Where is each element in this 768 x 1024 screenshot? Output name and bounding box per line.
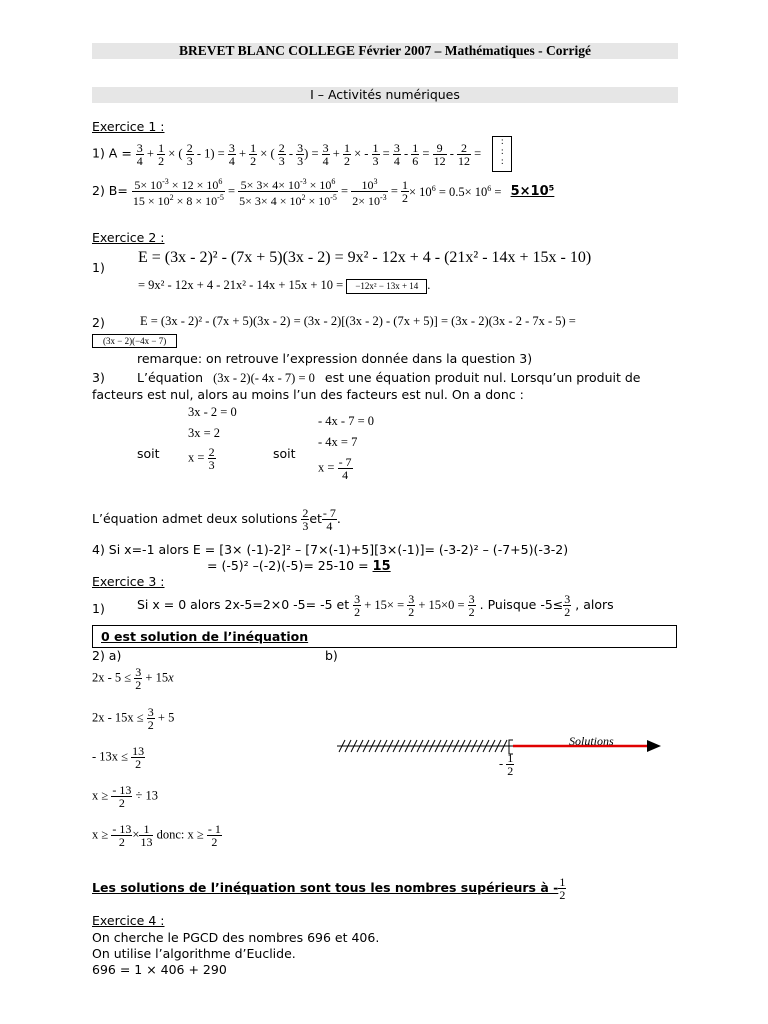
ex2-q3-text-a: L’équation [137,370,204,385]
ex2-q4-line2: = (-5)² –(-2)(-5)= 25-10 = [207,558,369,573]
ex3-q1-line: Si x = 0 alors 2x-5=2×0 -5= -5 et $\frac{3}{2}$ + 15× = $\frac{3}{2}$ + 15×0 = $\frac{3}{2}$ . Puisque -5≤ $\frac{3}{2}$ , alors [137,592,614,619]
sys2-line2: - 4x = 7 [318,435,358,449]
ex1-heading: Exercice 1 : [92,119,165,134]
ex2-q1-boxed: −12x² − 13x + 14 [346,279,427,294]
ex3-q1-label: 1) [92,601,105,616]
ineq-line-5: x ≥ $\frac{- 13}{2}$ × $\frac{1}{13}$ donc: x ≥ $\frac{- 1}{2}$ [92,822,221,849]
page-title: BREVET BLANC COLLEGE Février 2007 – Mathématiques - Corrigé [179,43,591,58]
ex2-q2-label: 2) [92,315,105,330]
ex2-q1-line1: E = (3x - 2)² - (7x + 5)(3x - 2) = 9x² - 12x + 4 - (21x² - 14x + 15x - 10) [138,249,592,266]
section-bar [92,87,678,103]
ex2-remark: remarque: on retrouve l’expression donnée dans la question 3) [137,351,533,366]
ex2-sol-et: et [309,511,322,526]
ex2-q2-box-wrap [92,332,177,348]
ineq-line-1: 2x - 5 ≤ $\frac{3}{2}$ + 15x [92,665,174,692]
ex1-a-line: 1) A = $\frac{3}{4}$ + $\frac{1}{2}$ × ( $\frac{2}{3}$ - 1) = $\frac{3}{4}$ + $\frac{1}{2}$ × ( $\frac{2}{3}$ - $\frac{3}{3}$ ) = $\frac{3}{4}$ + $\frac{1}{2}$ × - $\frac{1}{3}$ = $\frac{3}{4}$ - $\frac{1}{6}$ = $\frac{9}{12}$ - $\frac{2}{12}$ = : : : [92,136,512,172]
ex3-q1-tail: . Puisque -5≤ [479,597,564,612]
ex2-q2-line: E = (3x - 2)² - (7x + 5)(3x - 2) = (3x - 2)[(3x - 2) - (7x + 5)] = (3x - 2)(3x - 2 - 7x - 5) = [140,314,576,328]
soit-1: soit [137,446,160,461]
ex3-conclusion-box [92,625,677,648]
ineq-line-4: x ≥ $\frac{- 13}{2}$ ÷ 13 [92,783,158,810]
ineq-line-2: 2x - 15x ≤ $\frac{3}{2}$ + 5 [92,705,175,732]
sys2-line1: - 4x - 7 = 0 [318,414,374,428]
ex3-q2a: 2) a) [92,648,122,663]
ex1-b-line: 2) B= $\frac{5\times 10^{-3} \times 12 \times 10^6}{15 \times 10^2 \times 8 \times 10^{-5}}$ = $\frac{5\times 3\times 4\times 10^{-3} \times 10^6}{5\times 3\times 4 \times 10^2 \times 10^{-5}}$ = $\frac{10^3}{2\times 10^{-3}}$ = $\frac{1}{2}$ × $10^6 = 0.5\times 10^6 = 5\times 10^5$ [92,177,555,208]
ex4-line3: 696 = 1 × 406 + 290 [92,962,227,977]
ex2-q1-line2: = 9x² - 12x + 4 - 21x² - 14x + 15x + 10 = [138,278,344,292]
ex2-q2-boxed: (3x − 2)(−4x − 7) [92,334,177,348]
sys2-x-eq: x = [318,460,335,475]
ineq-5-text: x ≥ [92,827,109,842]
solutions-label: Solutions [569,734,614,748]
ex3-final: Les solutions de l’inéquation sont tous les nombres supérieurs à - $\frac{1}{2}$ [92,875,566,902]
ex3-conclusion: 0 est solution de l’inéquation [101,629,309,644]
ex2-q4-result: 15 [372,559,391,574]
ex2-q1-label: 1) [92,260,105,275]
ex2-heading: Exercice 2 : [92,230,165,245]
ex1-a-answer-box: : : : [492,136,512,172]
ineq-1-text: 2x - 5 ≤ [92,670,132,685]
ex4-heading: Exercice 4 : [92,913,165,928]
sys1-x-eq: x = [188,450,205,465]
sys1-line1: 3x - 2 = 0 [188,405,237,419]
ex1-a-label: 1) A = [92,145,132,161]
section-title: I – Activités numériques [310,87,460,102]
soit-2: soit [273,446,296,461]
ex3-heading: Exercice 3 : [92,574,165,589]
ex2-q1-line2-wrap: = 9x² - 12x + 4 - 21x² - 14x + 15x + 10 = −12x² − 13x + 14 . [138,278,431,292]
ex2-q4-line2-wrap [207,558,391,574]
ex2-q3-label: 3) [92,370,105,385]
ex3-q2b: b) [325,648,338,663]
ex1-b-mid: = 0.5× 10 [438,184,488,199]
ex2-q3-text-b: est une équation produit nul. Lorsqu’un produit de [324,370,641,385]
ex2-q3-text-c: facteurs est nul, alors au moins l’un des facteurs est nul. On a donc : [92,387,524,402]
ex3-q1-text: Si x = 0 alors 2x-5=2×0 -5= -5 et [137,597,350,612]
ex1-b-x10: × 10 [409,184,432,199]
ex1-b-x10-exp: 6 [431,183,436,193]
number-line-mark: - $\frac{1}{2}$ [499,751,514,778]
ex3-q1-end: , alors [575,597,614,612]
ex2-q3-line [137,370,641,386]
sys1-line2: 3x = 2 [188,426,221,440]
sys2-line3: x = $\frac{- 7}{4}$ [318,455,352,482]
ineq-donc: donc: x ≥ [156,827,204,842]
hatched-region [337,740,513,752]
ex2-q3-eq: (3x - 2)(- 4x - 7) = 0 [213,371,315,385]
ex1-b-mid-exp: 6 [487,183,492,193]
ineq-2-text: 2x - 15x ≤ [92,710,144,725]
sys1-line3: x = $\frac{2}{3}$ [188,445,215,472]
header-bar [92,43,678,59]
ex2-solutions-line: L’équation admet deux solutions $\frac{2}{3}$ et $\frac{- 7}{4}$ . [92,506,341,533]
ineq-4-text: x ≥ [92,788,109,803]
ex4-line1: On cherche le PGCD des nombres 696 et 406. [92,930,380,945]
ex1-b-result: 5×10⁵ [510,184,555,199]
ex2-q4-line1: 4) Si x=-1 alors E = [3× (-1)-2]² – [7×(-1)+5][3×(-1)]= (-3-2)² – (-7+5)(-3-2) [92,542,569,557]
ineq-3-text: - 13x ≤ [92,749,129,764]
arrow-head [647,740,661,752]
ex2-sol-text: L’équation admet deux solutions [92,511,298,526]
ex4-line2: On utilise l’algorithme d’Euclide. [92,946,296,961]
ineq-line-3: - 13x ≤ $\frac{13}{2}$ [92,744,145,771]
ex3-final-text: Les solutions de l’inéquation sont tous les nombres supérieurs à - [92,880,559,895]
ex1-b-label: 2) B= [92,183,128,198]
